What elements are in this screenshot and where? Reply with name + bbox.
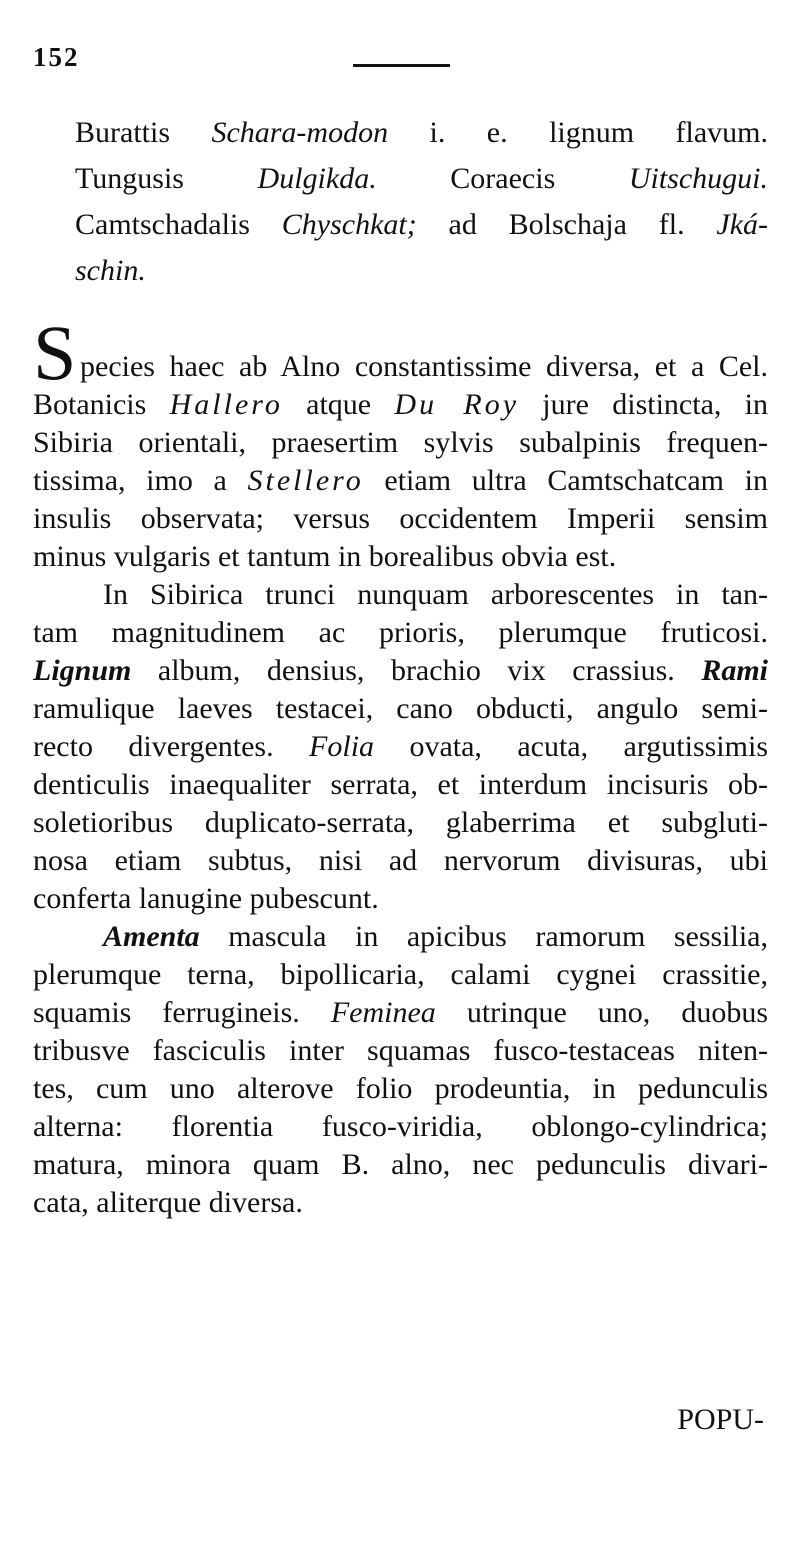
vernacular-name: Dulgikda. <box>257 162 377 195</box>
vernacular-name: Schara-modon <box>211 116 389 149</box>
author-name: Du Roy <box>394 388 520 421</box>
p1-line-2: Botanicis Hallero atque Du Roy jure distincta, in <box>33 388 769 421</box>
vernacular-name: Jká- <box>716 208 768 241</box>
term-lignum: Lignum <box>33 654 132 687</box>
p2-line-6: denticulis inaequaliter serrata, et interdum incisuris ob- <box>33 768 768 801</box>
p2-line-3: Lignum album, densius, brachio vix crassius. Rami <box>33 654 768 687</box>
p2-line-9: conferta lanugine pubescunt. <box>33 882 379 915</box>
drop-cap: S <box>33 309 77 396</box>
p2-line-4: ramulique laeves testacei, cano obducti, angulo semi- <box>33 692 768 725</box>
p2-line-7: soletioribus duplicato-serrata, glaberrima et subgluti- <box>33 806 768 839</box>
p2-line-1: In Sibirica trunci nunquam arborescentes in tan- <box>103 578 768 611</box>
author-name: Hallero <box>169 388 283 421</box>
p3-line-8: cata, aliterque diversa. <box>33 1186 303 1219</box>
p1-line-1: pecies haec ab Alno constantissime diversa, et a Cel. <box>80 350 768 383</box>
p2-line-2: tam magnitudinem ac prioris, plerumque fruticosi. <box>33 616 768 649</box>
header-rule <box>353 64 450 67</box>
p3-line-2: plerumque terna, bipollicaria, calami cygnei crassitie, <box>33 958 768 991</box>
intro-line-3: Camtschadalis Chyschkat; ad Bolschaja fl. Jká- <box>75 208 768 241</box>
term-amenta: Amenta <box>103 920 200 953</box>
p2-line-5: recto divergentes. Folia ovata, acuta, argutissimis <box>33 730 768 763</box>
vernacular-name: Uitschugui. <box>628 162 768 195</box>
p1-line-6: minus vulgaris et tantum in borealibus obvia est. <box>33 540 617 573</box>
page-number: 152 <box>33 42 80 72</box>
intro-line-2: Tungusis Dulgikda. Coraecis Uitschugui. <box>75 162 768 195</box>
intro-line-1: Burattis Schara-modon i. e. lignum flavum. <box>75 116 768 149</box>
term-folia: Folia <box>309 730 375 763</box>
term-rami: Rami <box>701 654 768 687</box>
p2-line-8: nosa etiam subtus, nisi ad nervorum divisuras, ubi <box>33 844 768 877</box>
p3-line-7: matura, minora quam B. alno, nec pedunculis divari- <box>33 1148 768 1181</box>
intro-line-4: schin. <box>75 254 146 287</box>
p3-line-5: tes, cum uno alterove folio prodeuntia, in pedunculis <box>33 1072 768 1105</box>
p3-line-6: alterna: florentia fusco-viridia, oblongo-cylindrica; <box>33 1110 768 1143</box>
p3-line-1: Amenta mascula in apicibus ramorum sessilia, <box>103 920 768 953</box>
vernacular-name: Chyschkat; <box>281 208 417 241</box>
author-name: Stellero <box>247 464 364 497</box>
p3-line-4: tribusve fasciculis inter squamas fusco-testaceas niten- <box>33 1034 768 1067</box>
p1-line-4: tissima, imo a Stellero etiam ultra Camtschatcam in <box>33 464 768 497</box>
p1-line-5: insulis observata; versus occidentem Imperii sensim <box>33 502 768 535</box>
term-feminea: Feminea <box>330 996 436 1029</box>
p1-line-3: Sibiria orientali, praesertim sylvis subalpinis frequen- <box>33 426 768 459</box>
catchword: POPU- <box>677 1403 764 1436</box>
p3-line-3: squamis ferrugineis. Feminea utrinque uno, duobus <box>33 996 769 1029</box>
